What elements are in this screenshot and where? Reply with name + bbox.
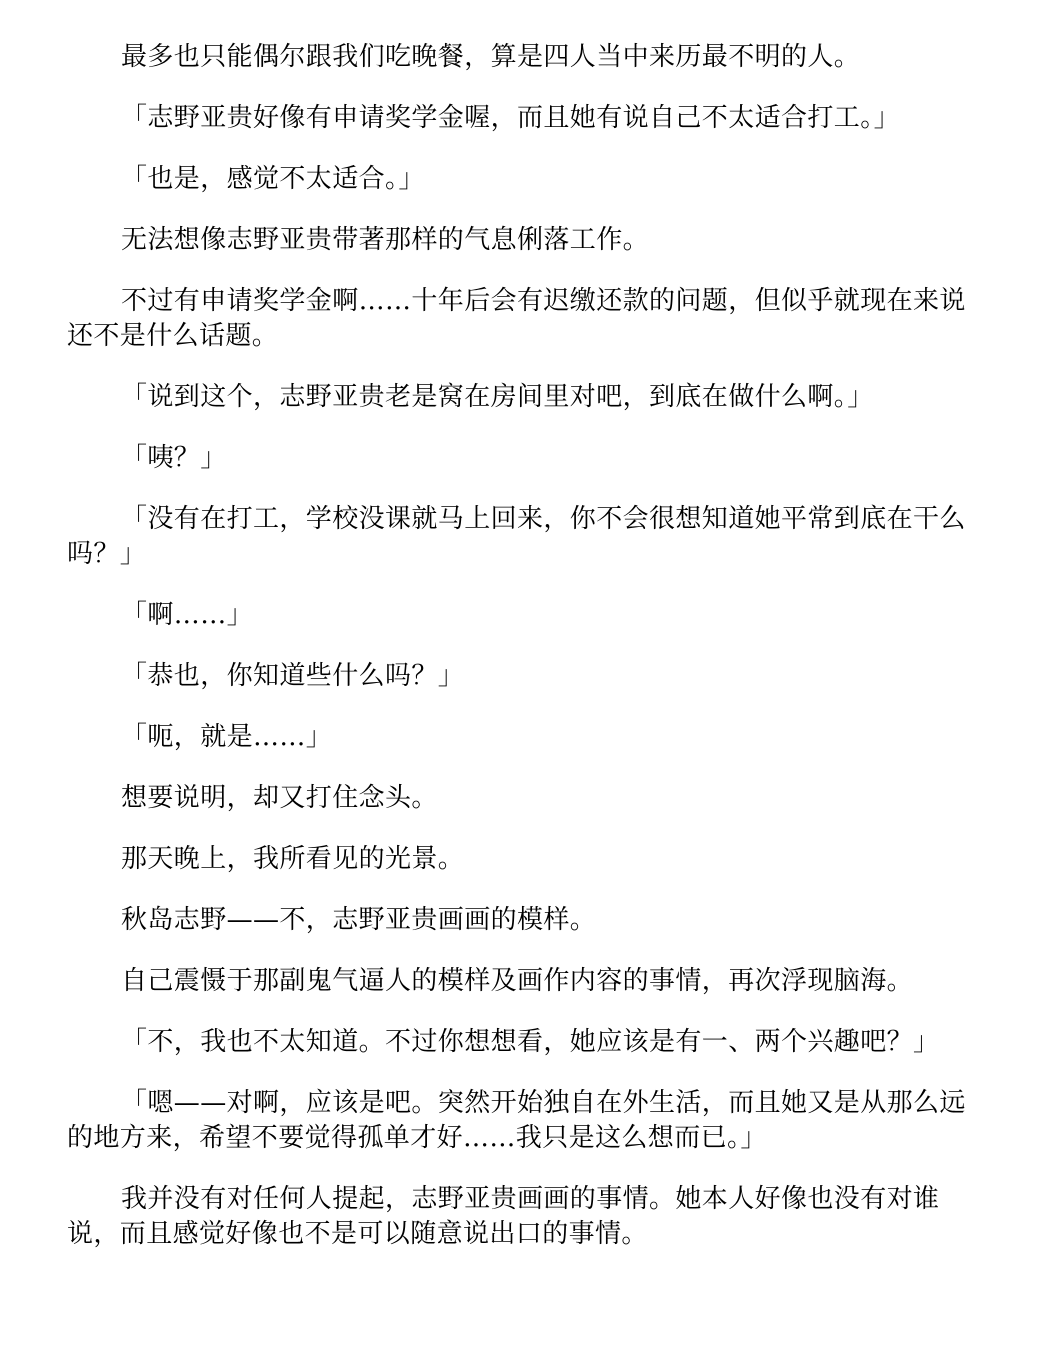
paragraph: 想要说明，却又打住念头。	[121, 783, 438, 813]
paragraph: 「啊……」	[121, 600, 254, 630]
paragraph: 「咦？」	[121, 443, 227, 473]
paragraph: 「恭也，你知道些什么吗？」	[121, 661, 465, 691]
document-page	[67, 40, 979, 1278]
paragraph: 「没有在打工，学校没课就马上回来，你不会很想知道她平常到底在干么吗？」	[67, 504, 966, 569]
paragraph: 「志野亚贵好像有申请奖学金喔，而且她有说自己不太适合打工。」	[121, 103, 901, 133]
paragraph: 「也是，感觉不太适合。」	[121, 164, 425, 194]
paragraph: 「呃，就是……」	[121, 722, 333, 752]
paragraph: 「不，我也不太知道。不过你想想看，她应该是有一、两个兴趣吧？」	[121, 1027, 940, 1057]
paragraph: 不过有申请奖学金啊……十年后会有迟缴还款的问题，但似乎就现在来说还不是什么话题。	[67, 286, 966, 351]
paragraph: 「嗯——对啊，应该是吧。突然开始独自在外生活，而且她又是从那么远的地方来，希望不要觉得孤单才好……我只是这么想而已。」	[67, 1088, 966, 1153]
paragraph: 无法想像志野亚贵带著那样的气息俐落工作。	[121, 225, 650, 255]
paragraph: 那天晚上，我所看见的光景。	[121, 844, 465, 874]
paragraph: 秋岛志野——不，志野亚贵画画的模样。	[121, 905, 597, 935]
paragraph: 最多也只能偶尔跟我们吃晚餐，算是四人当中来历最不明的人。	[121, 42, 861, 72]
paragraph: 自己震慑于那副鬼气逼人的模样及画作内容的事情，再次浮现脑海。	[121, 966, 914, 996]
paragraph: 我并没有对任何人提起，志野亚贵画画的事情。她本人好像也没有对谁说，而且感觉好像也不是可以随意说出口的事情。	[67, 1184, 940, 1249]
paragraph: 「说到这个，志野亚贵老是窝在房间里对吧，到底在做什么啊。」	[121, 382, 874, 412]
